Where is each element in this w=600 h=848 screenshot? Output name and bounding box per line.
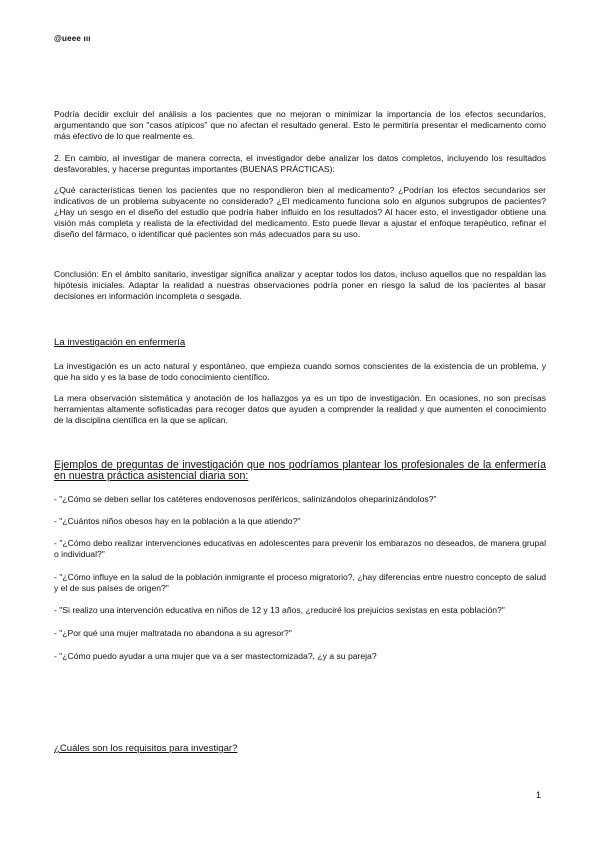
example-item: - "¿Por qué una mujer maltratada no abandona a su agresor?" [54,628,292,638]
paragraph-correct-investigation: 2. En cambio, al investigar de manera correcta, el investigador debe analizar los datos completos, incluyendo los resultados desfavorables, y hacerse preguntas importantes (BUENAS PRÁCTICAS): [54,153,546,174]
paragraph-questions: ¿Qué características tienen los pacientes que no respondieron bien al medicamento? ¿Podrían los efectos secundarios ser indicativos de un problema subyacente no considerado? ¿El medicamento funciona solo en algunos subgrupos de pacientes? ¿Hay un sesgo en el diseño del estudio que podría haber influido en los resultados? Al hacer esto, el investigador obtiene una visión más completa y realista de la efectividad del medicamento. Esto puede llevar a ajustar el enfoque terapéutico, refinar el diseño del fármaco, o identificar qué pacientes son más adecuados para su uso. [54,185,546,239]
example-item: - "Si realizo una intervención educativa en niños de 12 y 13 años, ¿reduciré los prejuicios sexistas en esta población?" [54,605,505,615]
heading-investigacion-enfermeria: La investigación en enfermería [54,337,186,348]
heading-requisitos: ¿Cuáles son los requisitos para investigar? [54,743,238,754]
logo-text: @ueee ııı [54,34,91,43]
paragraph-systematic-observation: La mera observación sistemática y anotación de los hallazgos ya es un tipo de investigación. En ocasiones, no son precisas herramientas altamente sofisticadas para recoger datos que ayuden a comprender la realidad y que aumenten el conocimiento de la disciplina científica en la que se aplican. [54,393,546,425]
example-item: - "¿Cómo puedo ayudar a una mujer que va a ser mastectomizada?, ¿y a su pareja? [54,651,377,661]
example-item: - "¿Cuántos niños obesos hay en la población a la que atiendo?" [54,516,301,526]
paragraph-investigation-natural: La investigación es un acto natural y espontáneo, que empieza cuando somos conscientes de la existencia de un problema, y que ha sido y es la base de todo conocimiento científico. [54,361,546,382]
paragraph-exclusion: Podría decidir excluir del análisis a los pacientes que no mejoran o minimizar la importancia de los efectos secundarios, argumentando que son "casos atípicos" que no afectan el resultado general. Esto le permitiría presentar el medicamento como más efectivo de lo que realmente es. [54,109,546,141]
page-number: 1 [536,790,542,800]
example-item: - "¿Cómo influye en la salud de la población inmigrante el proceso migratorio?, ¿hay diferencias entre nuestro concepto de salud y el de sus países de origen?" [54,572,546,593]
paragraph-conclusion: Conclusión: En el ámbito sanitario, investigar significa analizar y aceptar todos los datos, incluso aquellos que no respaldan las hipótesis iniciales. Adaptar la realidad a nuestras observaciones podría poner en riesgo la salud de los pacientes al basar decisiones en información incompleta o sesgada. [54,269,546,301]
heading-examples: Ejemplos de preguntas de investigación que nos podríamos plantear los profesionales de la enfermería en nuestra práctica asistencial diaria son: [54,459,546,482]
example-item: - "¿Cómo debo realizar intervenciones educativas en adolescentes para prevenir los embarazos no deseados, de manera grupal o individual?" [54,538,546,559]
header-logo [54,34,91,43]
example-item: - "¿Cómo se deben sellar los catéteres endovenosos periféricos, salinizándolos oheparinizándolos?" [54,494,437,504]
